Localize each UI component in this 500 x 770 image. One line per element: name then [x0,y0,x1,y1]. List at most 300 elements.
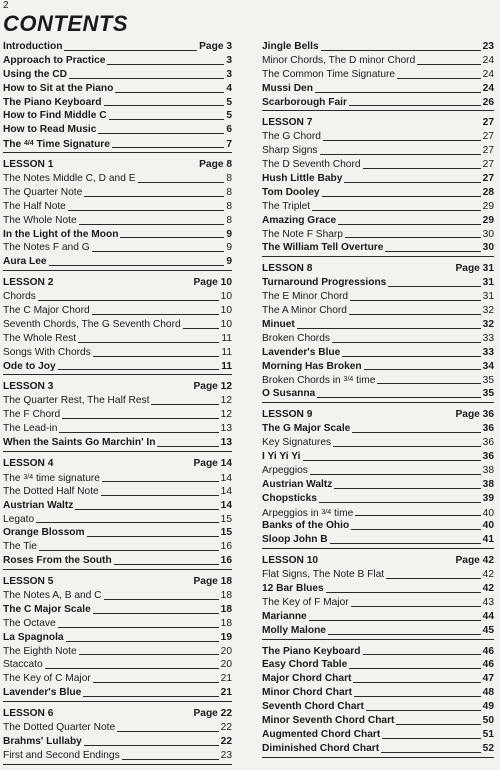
toc-entry-page: 6 [226,124,232,136]
toc-entry-page: 44 [482,610,494,622]
toc-entry[interactable] [262,519,494,533]
toc-entry[interactable] [262,672,494,686]
toc-entry[interactable] [3,408,232,422]
toc-entry-page: 11 [221,360,232,372]
leader-line [109,119,225,120]
toc-entry-page: 4 [226,82,232,94]
leader-line [45,668,219,669]
toc-entry-title: Amazing Grace [262,214,337,226]
toc-entry-title: The Triplet [262,200,311,212]
toc-entry[interactable] [3,686,232,700]
toc-entry-page: 13 [220,423,232,435]
leader-line [352,432,480,433]
toc-entry[interactable] [262,290,494,304]
toc-entry[interactable] [3,109,232,123]
toc-entry[interactable] [3,436,232,450]
toc-entry-title: The G Chord [262,131,321,143]
toc-entry[interactable] [262,645,494,659]
toc-entry-title: The Key of C Major [3,673,91,685]
toc-entry[interactable] [262,276,494,290]
toc-entry-title: The Note F Sharp [262,228,343,240]
toc-entry[interactable] [3,318,232,332]
toc-entry[interactable] [3,40,232,54]
toc-entry-title: Augmented Chord Chart [262,728,381,740]
lesson-title: LESSON 7 [262,117,313,129]
toc-entry-page: 10 [220,305,232,317]
lesson-heading[interactable] [3,158,232,172]
toc-section [3,158,232,271]
toc-entry[interactable] [3,137,232,151]
leader-line [68,210,224,211]
toc-entry-page: 31 [482,291,494,303]
toc-entry[interactable] [3,394,232,408]
toc-entry-page: 8 [226,214,232,226]
toc-section [3,457,232,570]
toc-entry-title: 12 Bar Blues [262,582,324,594]
toc-entry[interactable] [3,290,232,304]
toc-entry[interactable] [3,540,232,554]
toc-entry[interactable] [262,200,494,214]
toc-entry[interactable] [262,387,494,401]
lesson-page-number: 27 [482,117,494,129]
toc-entry-page: 16 [220,541,232,553]
time-signature-glyph: 3/4 [321,508,332,516]
toc-entry-title: The Common Time Signature [262,68,396,80]
section-divider [3,569,232,570]
leader-line [349,105,481,106]
toc-entry[interactable] [3,721,232,735]
toc-entry[interactable] [262,186,494,200]
leader-line [342,356,480,357]
toc-entry[interactable] [262,728,494,742]
toc-entry[interactable] [262,373,494,387]
leader-line [388,286,480,287]
toc-entry-page: 8 [226,186,232,198]
leader-line [377,383,480,384]
toc-entry[interactable] [3,485,232,499]
toc-section [262,262,494,403]
lesson-page-number: Page 42 [455,555,494,567]
leader-line [112,147,224,148]
toc-entry[interactable] [262,506,494,520]
toc-entry[interactable] [3,658,232,672]
toc-entry-page: Page 3 [199,41,232,52]
leader-line [84,745,219,746]
lesson-title: LESSON 6 [3,708,54,720]
toc-entry-title: The C Major Scale [3,603,91,615]
leader-line [79,654,219,655]
leader-line [62,418,218,419]
toc-entry-page: 48 [482,687,494,699]
toc-entry-page: 28 [482,186,494,198]
toc-entry-page: 40 [482,507,494,519]
toc-entry[interactable] [262,144,494,158]
toc-entry-page: 14 [220,485,232,497]
toc-entry-title: Austrian Waltz [262,478,333,490]
toc-entry[interactable] [262,742,494,756]
toc-entry[interactable] [262,346,494,360]
toc-entry-page: 19 [220,631,232,643]
toc-entry[interactable] [3,360,232,374]
leader-line [320,154,481,155]
toc-entry-page: 35 [482,375,494,387]
lesson-heading[interactable] [262,262,494,276]
lesson-title: LESSON 1 [3,159,54,171]
leader-line [363,168,481,169]
toc-entry[interactable] [3,54,232,68]
leader-line [319,502,481,503]
toc-entry[interactable] [3,645,232,659]
toc-entry-title: The Piano Keyboard [262,645,361,657]
toc-entry-page: 29 [482,214,494,226]
toc-entry[interactable] [3,672,232,686]
toc-entry[interactable] [262,714,494,728]
lesson-heading[interactable] [3,707,232,721]
toc-entry-title: Staccato [3,659,43,671]
leader-line [332,342,481,343]
toc-entry[interactable] [3,631,232,645]
toc-section [262,554,494,639]
leader-line [93,682,219,683]
toc-entry-title: How to Read Music [3,124,97,136]
leader-line [385,251,480,252]
toc-entry-title: Mussi Den [262,82,313,94]
toc-entry-page: 16 [220,555,232,567]
toc-entry-page: 21 [220,673,232,685]
toc-section [262,116,494,257]
leader-line [417,64,480,65]
toc-entry-title: Minor Chords, The D minor Chord [262,54,416,66]
toc-entry-title: The Notes F and G [3,242,90,254]
toc-entry-title: Broken Chords in 3/4 time [262,375,376,387]
leader-line [350,300,481,301]
toc-entry-title: The Dotted Half Note [3,485,99,497]
toc-entry[interactable] [3,304,232,318]
toc-entry[interactable] [262,360,494,374]
leader-line [138,182,225,183]
toc-entry-page: 27 [482,173,494,185]
leader-line [183,328,219,329]
toc-entry-title: I Yi Yi Yi [262,450,301,462]
toc-entry-title: Chopsticks [262,492,317,504]
toc-entry-page: 35 [482,388,494,400]
leader-line [323,140,481,141]
toc-entry-page: 9 [226,256,232,268]
toc-entry-title: Turnaround Progressions [262,277,387,289]
leader-line [326,592,481,593]
toc-entry-page: 18 [220,603,232,615]
toc-entry[interactable] [262,172,494,186]
lesson-heading[interactable] [262,554,494,568]
toc-entry[interactable] [3,123,232,137]
toc-entry[interactable] [3,554,232,568]
lesson-title: LESSON 3 [3,381,54,393]
lesson-heading[interactable] [3,276,232,290]
toc-entry-title: Lavender's Blue [262,346,341,358]
toc-entry-title: Key Signatures [262,437,332,449]
toc-entry-page: 23 [482,41,494,52]
leader-line [364,369,481,370]
toc-entry-title: The A Minor Chord [262,305,347,317]
toc-entry[interactable] [262,492,494,506]
toc-entry[interactable] [262,658,494,672]
toc-entry[interactable] [3,332,232,346]
toc-entry-title: The William Tell Overture [262,242,384,254]
toc-entry[interactable] [262,214,494,228]
toc-entry[interactable] [3,589,232,603]
toc-entry-page: 42 [482,569,494,581]
leader-line [310,474,481,475]
toc-entry-title: Austrian Waltz [3,499,74,511]
lesson-page-number: Page 10 [193,277,232,289]
toc-entry-title: Ode to Joy [3,360,56,372]
toc-entry[interactable] [262,228,494,242]
toc-entry[interactable] [262,478,494,492]
toc-entry-page: 33 [482,332,494,344]
toc-entry-title: Legato [3,513,35,525]
toc-entry-title: When the Saints Go Marchin' In [3,437,156,449]
leader-line [330,543,481,544]
toc-entry-title: The Octave [3,617,56,629]
toc-entry-title: The E Minor Chord [262,291,349,303]
toc-entry-page: 3 [226,54,232,66]
toc-entry-page: 5 [226,110,232,122]
toc-entry-page: 3 [226,68,232,80]
toc-entry-title: Chords [3,291,36,303]
toc-entry[interactable] [3,513,232,527]
toc-entry[interactable] [262,158,494,172]
toc-entry-page: 27 [482,131,494,143]
section-divider [262,639,494,640]
leader-line [101,495,219,496]
toc-entry-title: Sharp Signs [262,145,318,157]
toc-entry-page: 47 [482,673,494,685]
toc-entry-title: The Notes A, B and C [3,589,102,601]
toc-entry[interactable] [262,582,494,596]
toc-entry[interactable] [3,471,232,485]
toc-entry[interactable] [262,624,494,638]
toc-entry-page: 12 [220,395,232,407]
toc-entry-title: Songs With Chords [3,346,91,358]
toc-entry[interactable] [262,68,494,82]
leader-line [98,133,224,134]
toc-entry-page: 46 [482,645,494,657]
toc-entry-title: Banks of the Ohio [262,520,350,532]
toc-entry-page: 41 [482,534,494,546]
toc-entry[interactable] [262,241,494,255]
toc-entry-page: 14 [220,472,232,484]
lesson-heading[interactable] [262,116,494,130]
toc-entry[interactable] [3,422,232,436]
toc-entry-title: The Piano Keyboard [3,96,102,108]
section-divider [262,757,494,758]
page-number: 2 [3,0,9,11]
toc-entry-title: Molly Malone [262,624,326,636]
toc-entry[interactable] [262,332,494,346]
toc-entry[interactable] [262,40,494,54]
leader-line [396,724,480,725]
leader-line [64,50,197,51]
leader-line [104,599,219,600]
toc-entry[interactable] [262,82,494,96]
toc-entry-title: Using the CD [3,68,67,80]
toc-entry[interactable] [262,700,494,714]
leader-line [315,92,481,93]
toc-entry-title: Roses From the South [3,555,112,567]
toc-entry-page: 20 [220,645,232,657]
toc-entry[interactable] [3,214,232,228]
leader-line [353,682,480,683]
toc-left-column [3,40,232,770]
leader-line [58,627,219,628]
toc-section [262,40,494,111]
toc-entry-page: 18 [220,617,232,629]
toc-entry-page: 8 [226,200,232,212]
leader-line [69,78,224,79]
time-signature-glyph: 3/4 [23,473,34,481]
toc-entry[interactable] [3,749,232,763]
toc-entry[interactable] [3,255,232,269]
toc-entry-page: 27 [482,145,494,157]
leader-line [338,224,480,225]
toc-entry-page: 11 [221,346,232,358]
toc-entry[interactable] [262,464,494,478]
toc-entry[interactable] [262,318,494,332]
lesson-title: LESSON 8 [262,263,313,275]
toc-entry[interactable] [262,610,494,624]
toc-entry[interactable] [3,82,232,96]
leader-line [151,404,218,405]
toc-entry[interactable] [3,499,232,513]
toc-entry-title: The G Major Scale [262,423,351,435]
lesson-heading[interactable] [3,575,232,589]
toc-entry[interactable] [262,304,494,318]
toc-entry[interactable] [3,526,232,540]
toc-entry-page: 20 [220,659,232,671]
toc-entry-title: Seventh Chords, The G Seventh Chord [3,318,181,330]
toc-entry-title: Introduction [3,41,63,52]
lesson-page-number: Page 8 [199,159,232,171]
toc-entry[interactable] [3,172,232,186]
toc-entry-page: 36 [482,450,494,462]
leader-line [309,620,481,621]
leader-line [381,752,480,753]
toc-entry-title: The Eighth Note [3,645,77,657]
toc-entry-page: 9 [226,228,232,240]
leader-line [397,78,481,79]
leader-line [59,432,218,433]
leader-line [351,529,480,530]
toc-entry[interactable] [262,596,494,610]
toc-entry[interactable] [3,68,232,82]
lesson-heading[interactable] [3,457,232,471]
leader-line [39,550,219,551]
toc-entry[interactable] [3,735,232,749]
toc-entry[interactable] [262,54,494,68]
toc-entry-page: 27 [482,159,494,171]
toc-entry-page: 12 [220,409,232,421]
leader-line [157,446,218,447]
toc-entry-page: 9 [226,242,232,254]
toc-entry-title: Hush Little Baby [262,173,343,185]
leader-line [115,92,224,93]
leader-line [334,488,480,489]
toc-entry[interactable] [3,96,232,110]
lesson-heading[interactable] [3,380,232,394]
lesson-title: LESSON 10 [262,555,319,567]
toc-entry[interactable] [262,422,494,436]
toc-entry[interactable] [3,603,232,617]
toc-entry[interactable] [262,96,494,110]
leader-line [312,210,481,211]
lesson-page-number: Page 14 [193,457,232,469]
leader-line [92,314,219,315]
leader-line [349,668,480,669]
toc-entry-page: 8 [226,173,232,185]
toc-entry[interactable] [262,568,494,582]
lesson-heading[interactable] [262,408,494,422]
toc-entry-title: Approach to Practice [3,54,106,66]
toc-entry[interactable] [3,200,232,214]
toc-entry[interactable] [262,436,494,450]
toc-entry[interactable] [3,617,232,631]
leader-line [351,606,481,607]
leader-line [328,634,481,635]
toc-entry-page: 34 [482,360,494,372]
time-signature-glyph: 3/4 [343,376,354,384]
toc-entry[interactable] [262,533,494,547]
leader-line [317,397,480,398]
toc-entry-page: 29 [482,200,494,212]
toc-entry[interactable] [3,346,232,360]
leader-line [120,237,224,238]
toc-entry-title: The Quarter Note [3,186,83,198]
toc-entry-title: The F Chord [3,409,61,421]
toc-entry[interactable] [3,228,232,242]
toc-entry[interactable] [3,241,232,255]
toc-entry-title: Arpeggios in 3/4 time [262,507,354,519]
toc-entry-title: Sloop John B [262,534,328,546]
leader-line [321,50,481,51]
toc-entry-title: How to Find Middle C [3,110,107,122]
toc-entry-page: 32 [482,318,494,330]
toc-entry-page: 24 [482,54,494,66]
toc-entry-page: 10 [220,318,232,330]
toc-entry-title: Minor Seventh Chord Chart [262,714,395,726]
toc-entry-title: The 3/4 time signature [3,472,100,484]
toc-entry-page: 10 [220,291,232,303]
leader-line [386,578,481,579]
leader-line [297,328,481,329]
lesson-page-number: Page 12 [193,381,232,393]
toc-entry[interactable] [262,450,494,464]
toc-entry-page: 42 [482,582,494,594]
toc-entry-title: Lavender's Blue [3,687,82,699]
toc-entry[interactable] [262,686,494,700]
toc-entry[interactable] [262,130,494,144]
section-divider [262,548,494,549]
toc-entry-title: Arpeggios [262,464,308,476]
leader-line [354,696,481,697]
toc-entry[interactable] [3,186,232,200]
toc-entry-page: 5 [226,96,232,108]
leader-line [345,237,481,238]
leader-line [93,613,219,614]
leader-line [78,342,219,343]
lesson-page-number: Page 22 [193,708,232,720]
toc-entry-page: 51 [482,728,494,740]
toc-entry-page: 11 [221,332,232,344]
